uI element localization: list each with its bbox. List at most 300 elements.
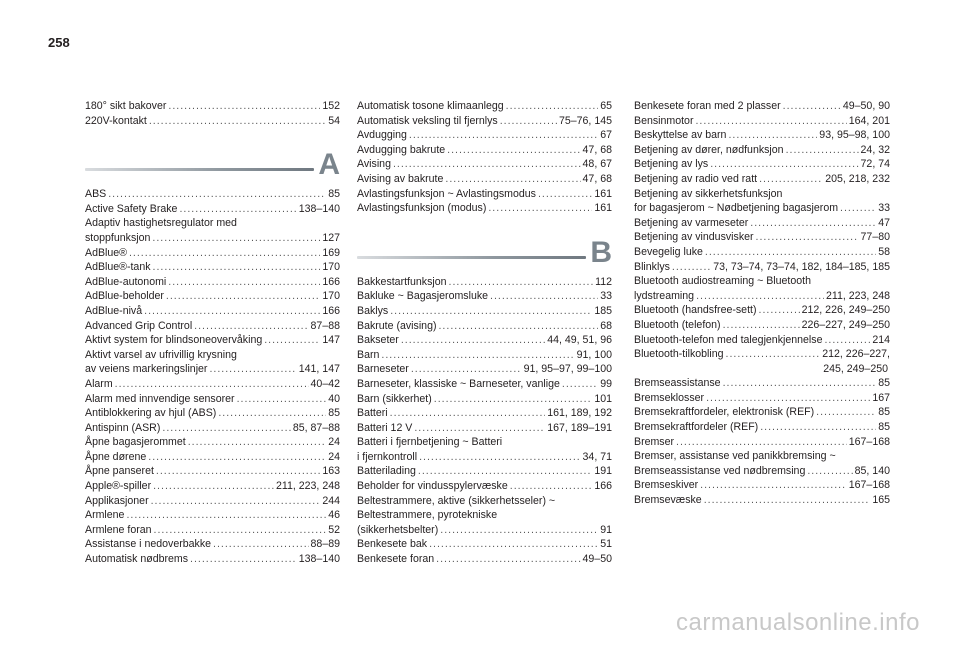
entry-term: Batteri 12 V — [357, 421, 413, 434]
entry-pages: 40 — [328, 392, 340, 405]
entry-pages: 127 — [322, 231, 340, 244]
entry-term: Avlastingsfunksjon ~ Avlastingsmodus — [357, 187, 536, 200]
index-entry — [357, 362, 612, 377]
dot-leader — [218, 406, 326, 421]
dot-leader — [237, 392, 327, 407]
dot-leader — [704, 493, 871, 508]
dot-leader — [447, 143, 580, 158]
entry-pages: 40–42 — [310, 377, 340, 390]
index-entry — [85, 479, 340, 494]
entry-pages: 211, 223, 248 — [275, 480, 340, 493]
dot-leader — [390, 406, 546, 421]
entry-term: Betjening av varmeseter — [634, 216, 749, 229]
entry-term: Aktivt system for blindsoneovervåking — [85, 334, 263, 347]
entry-term: Adaptiv hastighetsregulator med — [85, 217, 237, 230]
index-entry — [357, 333, 612, 348]
entry-pages: 75–76, 145 — [558, 114, 612, 127]
dot-leader — [700, 478, 847, 493]
entry-pages: 47 — [878, 216, 890, 229]
entry-pages: 87–88 — [310, 319, 340, 332]
entry-pages: 212, 226, 249–250 — [801, 304, 890, 317]
index-entry — [634, 318, 890, 333]
entry-term: Beholder for vindusspylervæske — [357, 480, 508, 493]
entry-term: i fjernkontroll — [357, 450, 418, 463]
entry-pages: 24, 32 — [860, 143, 890, 156]
dot-leader — [436, 552, 580, 567]
dot-leader — [490, 289, 598, 304]
dot-leader — [108, 187, 326, 202]
dot-leader — [156, 464, 320, 479]
entry-term: Bremsekraftfordeler (REF) — [634, 421, 759, 434]
entry-term: Bremseassistanse ved nødbremsing — [634, 464, 806, 477]
index-entry — [85, 246, 340, 261]
index-entry — [85, 421, 340, 436]
index-entry — [357, 128, 612, 143]
index-entry — [634, 230, 890, 245]
entry-term: Avdugging bakrute — [357, 143, 446, 156]
dot-leader — [723, 318, 800, 333]
entry-term: Blinklys — [634, 260, 670, 273]
index-entry — [85, 216, 340, 231]
index-entry — [85, 537, 340, 552]
index-entry — [634, 157, 890, 172]
watermark: carmanualsonline.info — [676, 609, 920, 636]
dot-leader — [562, 377, 598, 392]
entry-pages: 91 — [600, 523, 612, 536]
index-entry — [85, 99, 340, 114]
entry-term: Bluetooth-telefon med talegjenkjennelse — [634, 333, 823, 346]
entry-term: Aktivt varsel av ufrivillig krysning — [85, 348, 237, 361]
index-entry — [357, 275, 612, 290]
entry-pages: 138–140 — [298, 553, 340, 566]
index-entry — [634, 187, 890, 202]
entry-pages: 141, 147 — [298, 363, 340, 376]
dot-leader — [419, 450, 580, 465]
entry-pages: 77–80 — [860, 231, 890, 244]
entry-term: Bakrute (avising) — [357, 319, 437, 332]
entry-term: Benkesete bak — [357, 538, 428, 551]
entry-term: Antiblokkering av hjul (ABS) — [85, 407, 217, 420]
index-entry — [357, 537, 612, 552]
index-entry — [634, 478, 890, 493]
entry-term: Applikasjoner — [85, 494, 149, 507]
index-entry — [85, 275, 340, 290]
entry-term: Alarm med innvendige sensorer — [85, 392, 235, 405]
index-entry — [634, 493, 890, 508]
dot-leader — [179, 202, 296, 217]
entry-term: 180° sikt bakover — [85, 100, 167, 112]
entry-term: Beltestrammere, aktive (sikkerhetsseler) ~ — [357, 494, 556, 507]
index-entry — [634, 143, 890, 158]
dot-leader — [438, 319, 598, 334]
entry-pages: 112 — [595, 275, 612, 288]
section-divider — [357, 256, 586, 259]
index-entry — [357, 421, 612, 436]
index-entry — [85, 333, 340, 348]
entry-pages: 47, 68 — [582, 172, 612, 185]
index-entry — [357, 377, 612, 392]
entry-pages: 49–50, 90 — [842, 100, 890, 112]
index-entry — [357, 435, 612, 450]
index-entry — [357, 392, 612, 407]
dot-leader — [409, 128, 598, 143]
dot-leader — [129, 246, 320, 261]
entry-term: Bremser, assistanse ved panikkbremsing ~ — [634, 450, 836, 463]
entry-term: Åpne dørene — [85, 450, 147, 463]
index-entry — [357, 172, 612, 187]
entry-term: Barn — [357, 348, 380, 361]
entry-term: Bluetooth-tilkobling — [634, 348, 724, 361]
dot-leader — [500, 114, 557, 129]
dot-leader — [710, 157, 858, 172]
entry-pages: 167, 189–191 — [547, 421, 612, 434]
entry-pages: 54 — [328, 114, 340, 127]
entry-pages: 185 — [594, 304, 612, 317]
index-entry — [634, 114, 890, 129]
dot-leader — [434, 392, 593, 407]
entry-term: stoppfunksjon — [85, 231, 151, 244]
index-entry — [634, 362, 890, 377]
index-entry — [634, 216, 890, 231]
dot-leader — [151, 494, 321, 509]
entry-pages: 191 — [594, 465, 612, 478]
entry-term: ABS — [85, 188, 107, 201]
dot-leader — [154, 523, 327, 538]
entry-term: Assistanse i nedoverbakke — [85, 538, 212, 551]
index-entry — [357, 523, 612, 538]
dot-leader — [706, 391, 870, 406]
entry-term: Baklys — [357, 304, 389, 317]
entry-term: Avdugging — [357, 129, 407, 142]
entry-term: Benkesete foran med 2 plasser — [634, 100, 781, 112]
dot-leader — [411, 362, 522, 377]
entry-pages: 48, 67 — [582, 158, 612, 171]
entry-pages: 65 — [600, 100, 612, 112]
entry-pages: 167–168 — [848, 435, 890, 448]
dot-leader — [759, 303, 800, 318]
dot-leader — [166, 289, 320, 304]
entry-pages: 99 — [600, 377, 612, 390]
entry-pages: 47, 68 — [582, 143, 612, 156]
dot-leader — [390, 304, 592, 319]
entry-pages: 138–140 — [298, 202, 340, 215]
entry-pages: 167–168 — [848, 479, 890, 492]
dot-leader — [759, 172, 823, 187]
index-entry — [85, 464, 340, 479]
dot-leader — [153, 479, 274, 494]
dot-leader — [816, 405, 876, 420]
entry-pages: 214 — [872, 333, 890, 346]
entry-pages: 101 — [594, 392, 612, 405]
entry-pages: 33 — [878, 202, 890, 215]
index-entry — [634, 347, 890, 362]
dot-leader — [672, 260, 711, 275]
dot-leader — [168, 275, 320, 290]
dot-leader — [115, 377, 309, 392]
index-entry — [357, 201, 612, 216]
dot-leader — [786, 143, 859, 158]
entry-pages: 73, 73–74, 73–74, 182, 184–185, 185 — [713, 260, 890, 273]
entry-term: Batteri i fjernbetjening ~ Batteri — [357, 436, 503, 449]
entry-term: Apple®-spiller — [85, 480, 152, 493]
dot-leader — [488, 201, 592, 216]
index-entry — [85, 289, 340, 304]
index-entry — [634, 303, 890, 318]
dot-leader — [393, 157, 581, 172]
index-entry — [85, 450, 340, 465]
dot-leader — [381, 348, 574, 363]
index-entry — [85, 552, 340, 567]
index-entry — [357, 406, 612, 421]
dot-leader — [194, 319, 308, 334]
entry-pages: 72, 74 — [860, 158, 890, 171]
index-entry — [357, 494, 612, 509]
entry-term: Bluetooth audiostreaming ~ Bluetooth — [634, 275, 811, 288]
entry-pages: 33 — [600, 290, 612, 303]
entry-term: Betjening av dører, nødfunksjon — [634, 143, 784, 156]
entry-term: Armlene foran — [85, 523, 152, 536]
entry-term: Betjening av sikkerhetsfunksjon — [634, 187, 783, 200]
entry-pages: 169 — [322, 246, 340, 259]
entry-term: Bremser — [634, 435, 675, 448]
entry-term: Antispinn (ASR) — [85, 421, 161, 434]
index-entry — [634, 99, 890, 114]
entry-term: Beltestrammere, pyrotekniske — [357, 509, 498, 522]
entry-term: 220V-kontakt — [85, 114, 147, 127]
dot-leader — [429, 537, 598, 552]
index-entry — [634, 260, 890, 275]
entry-term: Bremsekraftfordeler, elektronisk (REF) — [634, 406, 815, 419]
index-column-1 — [85, 99, 340, 567]
dot-leader — [696, 289, 824, 304]
entry-pages: 211, 223, 248 — [825, 289, 890, 302]
dot-leader — [440, 523, 598, 538]
index-entry — [357, 304, 612, 319]
index-entry — [85, 260, 340, 275]
entry-pages: 44, 49, 51, 96 — [547, 334, 612, 347]
entry-term: Armlene — [85, 509, 125, 522]
entry-term: Bevegelig luke — [634, 245, 703, 258]
index-entry — [634, 333, 890, 348]
entry-pages: 205, 218, 232 — [825, 172, 890, 185]
index-entry — [357, 157, 612, 172]
entry-term: Active Safety Brake — [85, 202, 178, 215]
index-entry — [357, 319, 612, 334]
dot-leader — [750, 216, 876, 231]
dot-leader — [538, 187, 592, 202]
dot-leader — [209, 362, 296, 377]
entry-pages: 91, 95–97, 99–100 — [523, 363, 612, 376]
index-entry — [357, 450, 612, 465]
entry-term: for bagasjerom ~ Nødbetjening bagasjerom — [634, 202, 839, 215]
entry-term: Avising av bakrute — [357, 172, 444, 185]
index-entry — [85, 187, 340, 202]
entry-term: Bremseklosser — [634, 391, 705, 404]
page-number: 258 — [48, 35, 70, 50]
index-entry — [85, 523, 340, 538]
entry-pages: 88–89 — [310, 538, 340, 551]
entry-term: Bluetooth (telefon) — [634, 318, 721, 331]
dot-leader — [152, 231, 320, 246]
entry-pages: 167 — [872, 391, 890, 404]
dot-leader — [401, 333, 545, 348]
entry-term: Batteri — [357, 407, 388, 420]
entry-pages: 161 — [594, 187, 612, 200]
index-entry — [357, 508, 612, 523]
index-entry — [634, 274, 890, 289]
entry-pages: 58 — [878, 245, 890, 258]
dot-leader — [728, 128, 817, 143]
index-entry — [634, 449, 890, 464]
entry-pages: 34, 71 — [582, 450, 612, 463]
index-entry — [85, 202, 340, 217]
index-entry — [634, 172, 890, 187]
entry-pages: 93, 95–98, 100 — [819, 129, 890, 142]
index-entry — [357, 143, 612, 158]
entry-term: AdBlue-nivå — [85, 304, 143, 317]
index-entry — [357, 99, 612, 114]
dot-leader — [414, 421, 545, 436]
dot-leader — [445, 172, 580, 187]
entry-term: Åpne panseret — [85, 465, 154, 478]
entry-pages: 170 — [322, 290, 340, 303]
entry-pages: 85 — [328, 407, 340, 420]
section-letter: B — [590, 235, 612, 269]
entry-pages: 91, 100 — [576, 348, 612, 361]
section-header-a — [85, 145, 340, 185]
entry-term: Automatisk veksling til fjernlys — [357, 114, 498, 127]
entry-pages: 49–50 — [582, 553, 612, 566]
index-entry — [357, 464, 612, 479]
entry-term: Barn (sikkerhet) — [357, 392, 432, 405]
entry-pages: 147 — [322, 334, 340, 347]
dot-leader — [148, 450, 326, 465]
index-entry — [634, 405, 890, 420]
entry-term: Åpne bagasjerommet — [85, 436, 186, 449]
entry-pages: 68 — [600, 319, 612, 332]
entry-pages: 46 — [328, 509, 340, 522]
dot-leader — [840, 201, 876, 216]
dot-leader — [153, 260, 321, 275]
entry-pages: 51 — [600, 538, 612, 551]
entry-term: (sikkerhetsbelter) — [357, 523, 439, 536]
dot-leader — [705, 245, 876, 260]
index-entry — [85, 319, 340, 334]
entry-term: AdBlue®-tank — [85, 261, 151, 274]
dot-leader — [807, 464, 852, 479]
entry-term: Betjening av radio ved ratt — [634, 172, 758, 185]
entry-pages: 166 — [322, 275, 340, 288]
dot-leader — [264, 333, 320, 348]
entry-pages: 165 — [872, 494, 890, 507]
entry-pages: 85 — [878, 421, 890, 434]
entry-pages: 226–227, 249–250 — [801, 318, 890, 331]
entry-pages: 166 — [594, 480, 612, 493]
dot-leader — [756, 230, 859, 245]
index-entry — [634, 435, 890, 450]
entry-pages: 85 — [328, 188, 340, 201]
index-entry — [85, 377, 340, 392]
entry-term: Batterilading — [357, 465, 416, 478]
dot-leader — [695, 114, 846, 129]
section-divider — [85, 168, 314, 171]
entry-term: Avising — [357, 158, 391, 171]
entry-term: Beskyttelse av barn — [634, 129, 727, 142]
dot-leader — [126, 508, 326, 523]
index-entry — [85, 362, 340, 377]
entry-term: Alarm — [85, 377, 113, 390]
dot-leader — [162, 421, 290, 436]
entry-pages: 164, 201 — [848, 114, 890, 127]
index-entry — [85, 231, 340, 246]
index-entry — [85, 392, 340, 407]
dot-leader — [188, 435, 327, 450]
index-entry — [357, 187, 612, 202]
entry-pages: 212, 226–227, — [822, 348, 890, 361]
entry-pages: 24 — [328, 436, 340, 449]
entry-pages: 85 — [878, 377, 890, 390]
dot-leader — [510, 479, 593, 494]
dot-leader — [676, 435, 847, 450]
dot-leader — [783, 99, 841, 114]
dot-leader — [144, 304, 320, 319]
entry-pages: 85, 140 — [854, 464, 890, 477]
entry-term: Bakseter — [357, 334, 399, 347]
entry-term: lydstreaming — [634, 289, 695, 302]
index-entry — [85, 406, 340, 421]
entry-term: 245, 249–250 — [823, 362, 888, 375]
index-entry — [85, 114, 340, 129]
index-column-2 — [357, 99, 612, 567]
index-entry — [85, 508, 340, 523]
entry-term: Avlastingsfunksjon (modus) — [357, 202, 487, 215]
index-entry — [357, 289, 612, 304]
entry-pages: 152 — [322, 100, 340, 112]
dot-leader — [726, 347, 821, 362]
entry-pages: 244 — [322, 494, 340, 507]
dot-leader — [723, 376, 877, 391]
index-entry — [357, 479, 612, 494]
entry-term: Advanced Grip Control — [85, 319, 193, 332]
section-header-b — [357, 233, 612, 273]
entry-pages: 166 — [322, 304, 340, 317]
entry-pages: 161, 189, 192 — [547, 407, 612, 420]
entry-pages: 163 — [322, 465, 340, 478]
index-entry — [634, 245, 890, 260]
entry-term: Bremseassistanse — [634, 377, 721, 390]
dot-leader — [449, 275, 594, 290]
index-entry — [85, 435, 340, 450]
entry-term: Benkesete foran — [357, 553, 435, 566]
index-entry — [357, 552, 612, 567]
entry-term: AdBlue-beholder — [85, 290, 164, 303]
entry-term: Bakluke ~ Bagasjeromsluke — [357, 290, 489, 303]
entry-term: AdBlue® — [85, 246, 127, 259]
entry-term: AdBlue-autonomi — [85, 275, 167, 288]
entry-term: Bluetooth (handsfree-sett) — [634, 304, 757, 317]
entry-pages: 161 — [594, 202, 612, 215]
section-letter: A — [318, 148, 340, 182]
index-entry — [634, 420, 890, 435]
index-entry — [357, 348, 612, 363]
dot-leader — [168, 99, 320, 114]
dot-leader — [824, 333, 870, 348]
dot-leader — [149, 114, 326, 129]
dot-leader — [213, 537, 309, 552]
entry-term: Betjening av vindusvisker — [634, 231, 754, 244]
entry-pages: 52 — [328, 523, 340, 536]
dot-leader — [506, 99, 599, 114]
